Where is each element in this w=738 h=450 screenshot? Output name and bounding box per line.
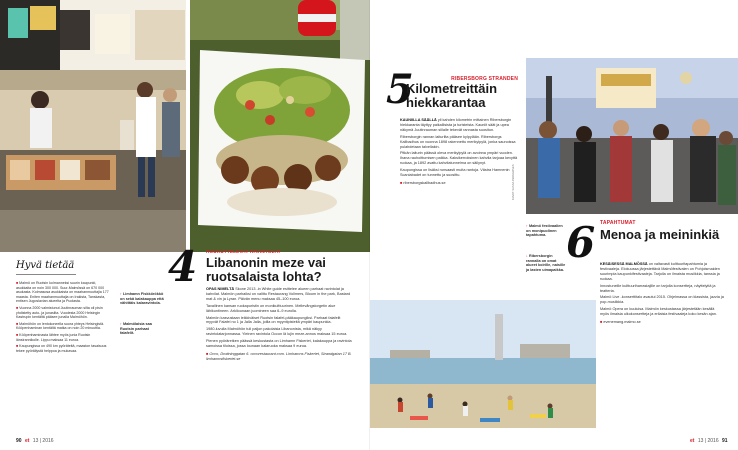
- mag-logo-right: et: [690, 438, 695, 444]
- beach-paragraph-1: KAUNIILLA SÄÄLLÄ yli kahden kilometrin mittainen Ribersborgin hiekkaranta täyttyy paikallisista ja turisteista. Kauniit säät ja upea näkymä Juutinrauman sillalle tekevät rannasta suositun.: [400, 118, 512, 132]
- kicker-restaurants: HOUKUTTELEVAT RAVINTOLAT: [206, 249, 281, 254]
- beach-paragraph-3: Pitkän laiturin päässä oleva merikylpylä on avoinna ympäri vuoden. Ihana rauhoittumisen paikka. Kaksikerroksinen kahvila tarjoaa kevyttä ruokaa, ja 1892 avattu kahvilatunnelma on säilynyt.: [400, 151, 518, 166]
- article-number-5: 5: [386, 66, 414, 113]
- events-paragraph-2: Innostuneille kulttuuriharrastajille on tarjolla konsertteja, näyttelyitä ja teatteria.: [600, 283, 716, 293]
- headline-beach: Kilometreittäin hiekkarantaa: [406, 81, 498, 110]
- article-paragraph-3: Malmön kasvustaan leikkiväiset Ruotsin falafel-pääkaupungiksi. Parhaat falafelit myyvät Falafel no 1 ja Jalla Jalla, joilla on myyntipisteitä ympäri kaupunkia.: [206, 315, 341, 325]
- sidebar-item-4: ■ Kööpenhaminasta lähtee myös junia Ruotsin länsirannikolle. Lippu maksaa 11 euroa.: [16, 332, 91, 342]
- caption-limhamn: ↑ Limhamn Fiskkörökkö on sekä kalakauppa että vähittäis kalaravintola.: [120, 292, 164, 306]
- sidebar-item-5: ■ Kaupungissa on 490 km pyöräteitä, maaston tasaisuus tekee pyöräilystä helppoa ja mukavaa.: [16, 344, 107, 353]
- sidebar-item-1: ■ Malmö on Ruotsin kolmanneksi suurin kaupunki, asukkaita on noin 300 000. Suur-Malmössä on 670 000 asukasta. Kolmasosa asukkaista on maahanmuuttajia 177 maasta. Eniten maahanmuuttajia on Irakista, Tanskasta, entisen Jugoslavian alueelta ja Puolasta.: [16, 281, 109, 304]
- falafel-plate-photo: [190, 0, 370, 252]
- folio-left: [16, 438, 54, 444]
- events-paragraph-1: KESÄISESSÄ MALMÖSSÄ on valtavasti kulttuuritapahtumia ja festivaaleja. Elokuussa järjestettävä Malmöfestivalen on Pohjoismaiden suurimpia kaupunkifestivaaleja. Tarjolla on ilmaista musiikkia, tanssia ja ruokaa.: [600, 262, 720, 281]
- kicker-events: TAPAHTUMAT: [600, 220, 636, 226]
- market-hall-illustration: [0, 0, 186, 252]
- article-paragraph-1: OPAS NIMELTÄ Skone 2013 -in White guide esittelee alueen parhaat ravintolat ja kahvilat. Malmön parhaiksi on valittu Restaurang Vollmers, Bloom in the park, Bastard mat & vin ja Lyran. Päivän menu maksaa 45–100 euroa.: [206, 287, 351, 301]
- kicker-beach: RIBERSBORG STRANDEN: [451, 76, 518, 82]
- beach-paragraph-4: Kaupungissa on lisäksi runsaasti muita rantoja. Västra Hamnenin Scaniabadet on tunnettu ja suosittu.: [400, 168, 510, 178]
- events-footer: ■ evenemang.malmo.se: [600, 320, 641, 325]
- beach-paragraph-2: Ribersborgin rannan laiturilta pääsee kylpylään. Ribersborgs Kallbadhus on vuonna 1898 rakennettu merikylpylä, jonka saunoissa pulahdetaan talvellakin.: [400, 134, 516, 149]
- headline-events: Menoa ja meininkiä: [600, 227, 720, 242]
- beach-illustration: [370, 300, 596, 428]
- events-paragraph-3: Malmö Live -konserttitalo avautui 2015. Ohjelmassa on klassista, jazzia ja pop-musiikkia.: [600, 295, 724, 305]
- article-paragraph-5: Pienen pyöräretken päässä keskustasta on Limhamn Fiskeriet, kalakauppa ja ravintola samoissa tiloissa, jossa lounaan kalaruoka maksaa 9 euroa.: [206, 339, 352, 349]
- article-paragraph-2: Tavallinen kansan ruokapuristin on monikulttuurinen. Mellevångstorgetin alue lähikuntineen. Arkilounaan juomineen saa 6–9 eurolla.: [206, 303, 336, 313]
- sidebar-title-underline: [16, 274, 76, 275]
- falafel-illustration: [190, 0, 370, 252]
- sidebar-item-2: ■ Vuonna 2000 valmistunut Juutinrauman silta oli pisin yhdistetty auto- ja junasilta. Vuodesta 2000 Helsingin Kastrupin kentältä pääsee junalla Malmöhön.: [16, 305, 103, 320]
- page-number-right: 91: [722, 438, 728, 444]
- folio-right: [690, 438, 728, 444]
- issue-right: 13 | 2016: [697, 438, 719, 444]
- page-number-left: 90: [16, 438, 22, 444]
- mag-logo-left: et: [24, 438, 30, 444]
- article-events-body: [600, 262, 724, 327]
- events-paragraph-4: Malmö Opera on kuuluisa. Malmön keskustassa järjestetään kesällä myös ilmaisia ulkokonsertteja ja erilaisia festivaaleja koko kesän ajan.: [600, 307, 717, 317]
- caption-falafel: ↑ Malmölaisia saa Ruotsin parhaat falafelit.: [120, 322, 152, 336]
- article-number-4: 4: [168, 242, 198, 291]
- article-footer: ■ Occo, Drottninggatan 6. occorestaurant.com. Limhamns Fiskeriet, Strandgatan 17 B. limhamnsfiskeriet.se: [206, 351, 352, 361]
- article-beach-body: [400, 118, 518, 188]
- article-number-6: 6: [566, 218, 596, 267]
- sidebar-item-3: ■ Malmöhön on lentokoneella suora yhteys Helsingistä. Kööpenhaminan kentältä matka on noin 20 minuuttia.: [16, 321, 105, 331]
- festival-crowd-photo: [526, 58, 738, 214]
- beach-turning-torso-photo: [370, 300, 596, 428]
- caption-dog-beach: ↓ Ribersborgin rannalla on omat alueet koirille, naisille ja lasten uimapaikka.: [526, 254, 566, 272]
- article-paragraph-4: 1980-luvulla Malmöhön tuli paljon pakolaisia Libanonista, mikä näkyy ravintolatarjonnassa. Yleinen ravintola Occon lä lujin meze-annos maksaa 15 euroa.: [206, 327, 348, 337]
- beach-footer: ■ ribersborgskallbadhus.se: [400, 180, 446, 185]
- page-gutter: [369, 0, 370, 450]
- issue-left: 13 | 2016: [32, 438, 54, 444]
- market-hall-photo: [0, 0, 186, 252]
- sidebar-good-to-know: [16, 260, 112, 355]
- article-restaurants-body: [206, 287, 352, 364]
- festival-illustration: [526, 58, 738, 214]
- photo-credit: KUVAT: SANNA PEKKARINEN: [512, 164, 515, 200]
- caption-festival: ↑ Malmö festivaalien on monipuolinen tapahtuma.: [526, 224, 563, 238]
- sidebar-title: Hyvä tietää: [16, 260, 75, 271]
- headline-lebanese: Libanonin meze vai ruotsalaista lohta?: [206, 255, 326, 284]
